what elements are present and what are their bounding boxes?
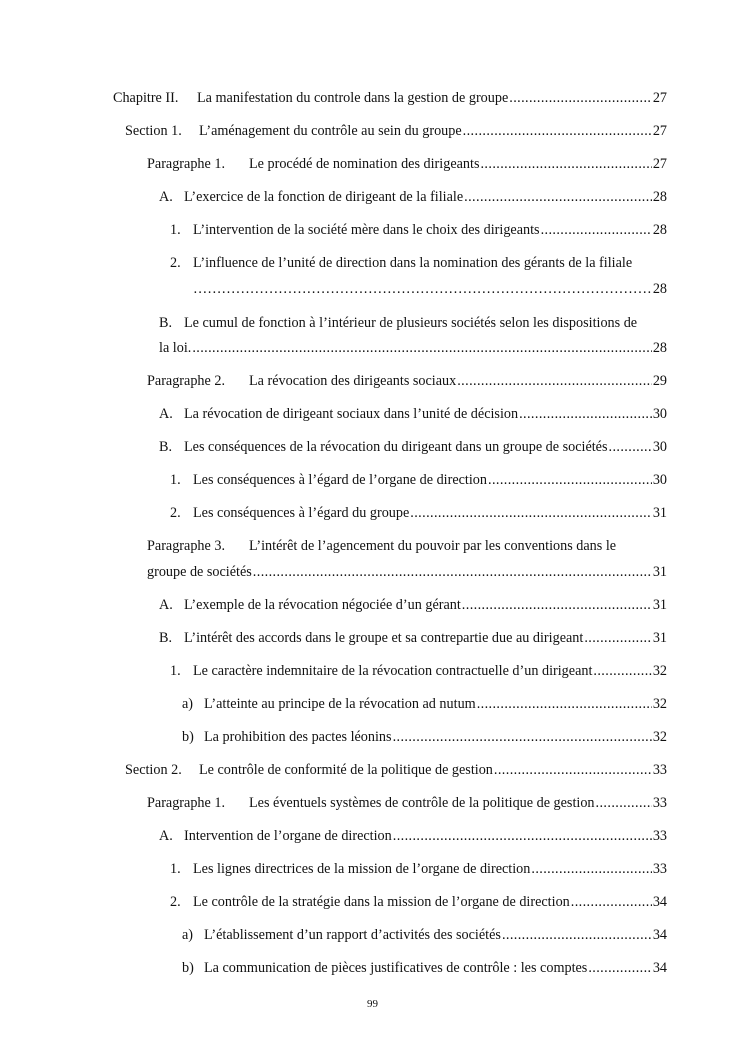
toc-label: B.	[159, 439, 173, 455]
toc-label: 2.	[170, 255, 181, 271]
toc-label: A.	[159, 828, 173, 844]
toc-entry-paragraph[interactable]	[147, 373, 667, 390]
dot-leader	[462, 597, 652, 614]
toc-label: Section 1.	[125, 123, 182, 139]
toc-page-number: 28	[652, 281, 667, 297]
toc-page-number: 31	[652, 505, 667, 521]
dot-leader	[571, 894, 652, 911]
toc-entry-item[interactable]	[170, 861, 667, 878]
toc-entry-section[interactable]	[125, 123, 667, 140]
toc-title: L’exercice de la fonction de dirigeant de la filiale	[184, 189, 464, 205]
toc-title: L’intérêt des accords dans le groupe et sa contrepartie due au dirigeant	[184, 630, 584, 646]
toc-entry-section[interactable]	[125, 762, 667, 779]
toc-title: Les conséquences à l’égard de l’organe de direction	[193, 472, 487, 488]
toc-label: 2.	[170, 505, 181, 521]
dot-leader	[192, 340, 652, 357]
toc-page-number: 34	[652, 960, 667, 976]
toc-page-number: 28	[652, 189, 667, 205]
toc-title: Les conséquences à l’égard du groupe	[193, 505, 410, 521]
toc-entry-item[interactable]	[170, 663, 667, 680]
toc-page-number: 32	[652, 729, 667, 745]
toc-page-number: 30	[652, 472, 667, 488]
toc-title: L’intérêt de l’agencement du pouvoir par les conventions dans le	[249, 538, 617, 554]
dot-leader	[541, 222, 652, 239]
toc-page-number: 31	[652, 597, 667, 613]
dot-leader	[393, 828, 652, 845]
toc-label: Paragraphe 3.	[147, 538, 225, 554]
toc-label: a)	[182, 927, 194, 943]
toc-page-number: 31	[652, 564, 667, 580]
toc-entry-subitem[interactable]	[182, 960, 667, 977]
toc-entry-continuation	[193, 281, 667, 298]
toc-label: A.	[159, 406, 173, 422]
toc-title-continued: groupe de sociétés	[147, 564, 252, 580]
toc-page-number: 31	[652, 630, 667, 646]
toc-title: L’exemple de la révocation négociée d’un gérant	[184, 597, 461, 613]
toc-entry-paragraph[interactable]	[147, 156, 667, 173]
toc-entry-item[interactable]	[170, 505, 667, 522]
toc-entry-subsection[interactable]	[159, 597, 667, 614]
toc-label: b)	[182, 729, 194, 745]
toc-page-number: 34	[652, 927, 667, 943]
toc-title: L’établissement d’un rapport d’activités des sociétés	[204, 927, 501, 943]
toc-label: a)	[182, 696, 194, 712]
toc-entry-subitem[interactable]	[182, 729, 667, 746]
dot-leader	[593, 663, 651, 680]
toc-entry-paragraph[interactable]	[147, 795, 667, 812]
toc-title: L’aménagement du contrôle au sein du groupe	[199, 123, 462, 139]
toc-entry-item[interactable]	[170, 222, 667, 239]
dot-leader	[596, 795, 652, 812]
toc-page-number: 33	[652, 762, 667, 778]
toc-entry-subitem[interactable]	[182, 927, 667, 944]
dot-leader	[480, 156, 651, 173]
page-number-footer: 99	[367, 998, 378, 1010]
toc-entry-item[interactable]	[170, 255, 667, 272]
toc-entry-subsection[interactable]	[159, 630, 667, 647]
toc-entry-subsection[interactable]	[159, 439, 667, 456]
ellipsis-leader	[193, 281, 652, 298]
dot-leader	[393, 729, 652, 746]
dot-leader	[464, 189, 652, 206]
dot-leader	[253, 564, 652, 581]
toc-title: Le contrôle de conformité de la politique de gestion	[199, 762, 493, 778]
toc-page-number: 29	[652, 373, 667, 389]
toc-entry-subsection[interactable]	[159, 828, 667, 845]
toc-page-number: 27	[652, 123, 667, 139]
dot-leader	[609, 439, 652, 456]
toc-label: 1.	[170, 861, 181, 877]
toc-entry-subitem[interactable]	[182, 696, 667, 713]
toc-entry-item[interactable]	[170, 894, 667, 911]
toc-page-number: 32	[652, 696, 667, 712]
toc-title: La révocation de dirigeant sociaux dans l’unité de décision	[184, 406, 519, 422]
dot-leader	[410, 505, 652, 522]
dot-leader	[584, 630, 651, 647]
dot-leader	[477, 696, 652, 713]
toc-label: Paragraphe 2.	[147, 373, 225, 389]
dot-leader	[588, 960, 651, 977]
toc-page-number: 27	[652, 156, 667, 172]
toc-title: Les lignes directrices de la mission de l’organe de direction	[193, 861, 531, 877]
toc-page-number: 27	[652, 90, 667, 106]
toc-title-continued: la loi.	[159, 340, 192, 356]
toc-title: L’influence de l’unité de direction dans la nomination des gérants de la filiale	[193, 255, 633, 271]
toc-page-number: 33	[652, 861, 667, 877]
toc-page-number: 33	[652, 828, 667, 844]
toc-title: Intervention de l’organe de direction	[184, 828, 392, 844]
toc-title: L’intervention de la société mère dans le choix des dirigeants	[193, 222, 540, 238]
toc-title: L’atteinte au principe de la révocation ad nutum	[204, 696, 476, 712]
dot-leader	[488, 472, 652, 489]
dot-leader	[494, 762, 652, 779]
dot-leader	[531, 861, 651, 878]
toc-label: Paragraphe 1.	[147, 156, 225, 172]
toc-label: Section 2.	[125, 762, 182, 778]
dot-leader	[502, 927, 652, 944]
toc-title: La révocation des dirigeants sociaux	[249, 373, 457, 389]
toc-title: Les conséquences de la révocation du dirigeant dans un groupe de sociétés	[184, 439, 608, 455]
dot-leader	[457, 373, 652, 390]
toc-label: 2.	[170, 894, 181, 910]
toc-page-number: 30	[652, 439, 667, 455]
toc-title: Le contrôle de la stratégie dans la mission de l’organe de direction	[193, 894, 570, 910]
dot-leader	[509, 90, 652, 107]
toc-label: 1.	[170, 472, 181, 488]
toc-title: La communication de pièces justificatives de contrôle : les comptes	[204, 960, 588, 976]
toc-page-number: 33	[652, 795, 667, 811]
toc-label: Paragraphe 1.	[147, 795, 225, 811]
toc-label: 1.	[170, 222, 181, 238]
toc-entry-continuation	[147, 564, 667, 581]
toc-entry-chapter[interactable]	[113, 90, 667, 107]
toc-page-number: 34	[652, 894, 667, 910]
toc-title: Les éventuels systèmes de contrôle de la politique de gestion	[249, 795, 595, 811]
toc-title: Le procédé de nomination des dirigeants	[249, 156, 480, 172]
toc-page-number: 32	[652, 663, 667, 679]
dot-leader	[463, 123, 652, 140]
toc-page-number: 28	[652, 340, 667, 356]
toc-entry-continuation	[159, 340, 667, 357]
toc-entry-subsection[interactable]	[159, 406, 667, 423]
toc-label: A.	[159, 189, 173, 205]
toc-label: 1.	[170, 663, 181, 679]
toc-entry-subsection[interactable]	[159, 315, 667, 332]
toc-label: A.	[159, 597, 173, 613]
toc-label: B.	[159, 315, 173, 331]
toc-page-number: 30	[652, 406, 667, 422]
toc-entry-subsection[interactable]	[159, 189, 667, 206]
toc-title: Le caractère indemnitaire de la révocation contractuelle d’un dirigeant	[193, 663, 593, 679]
toc-title: Le cumul de fonction à l’intérieur de plusieurs sociétés selon les dispositions de	[184, 315, 638, 331]
toc-entry-item[interactable]	[170, 472, 667, 489]
toc-entry-paragraph[interactable]	[147, 538, 667, 555]
toc-page-number: 28	[652, 222, 667, 238]
toc-label: b)	[182, 960, 194, 976]
toc-title: La manifestation du controle dans la gestion de groupe	[197, 90, 509, 106]
dot-leader	[519, 406, 652, 423]
toc-label: Chapitre II.	[113, 90, 179, 106]
toc-label: B.	[159, 630, 173, 646]
toc-title: La prohibition des pactes léonins	[204, 729, 392, 745]
